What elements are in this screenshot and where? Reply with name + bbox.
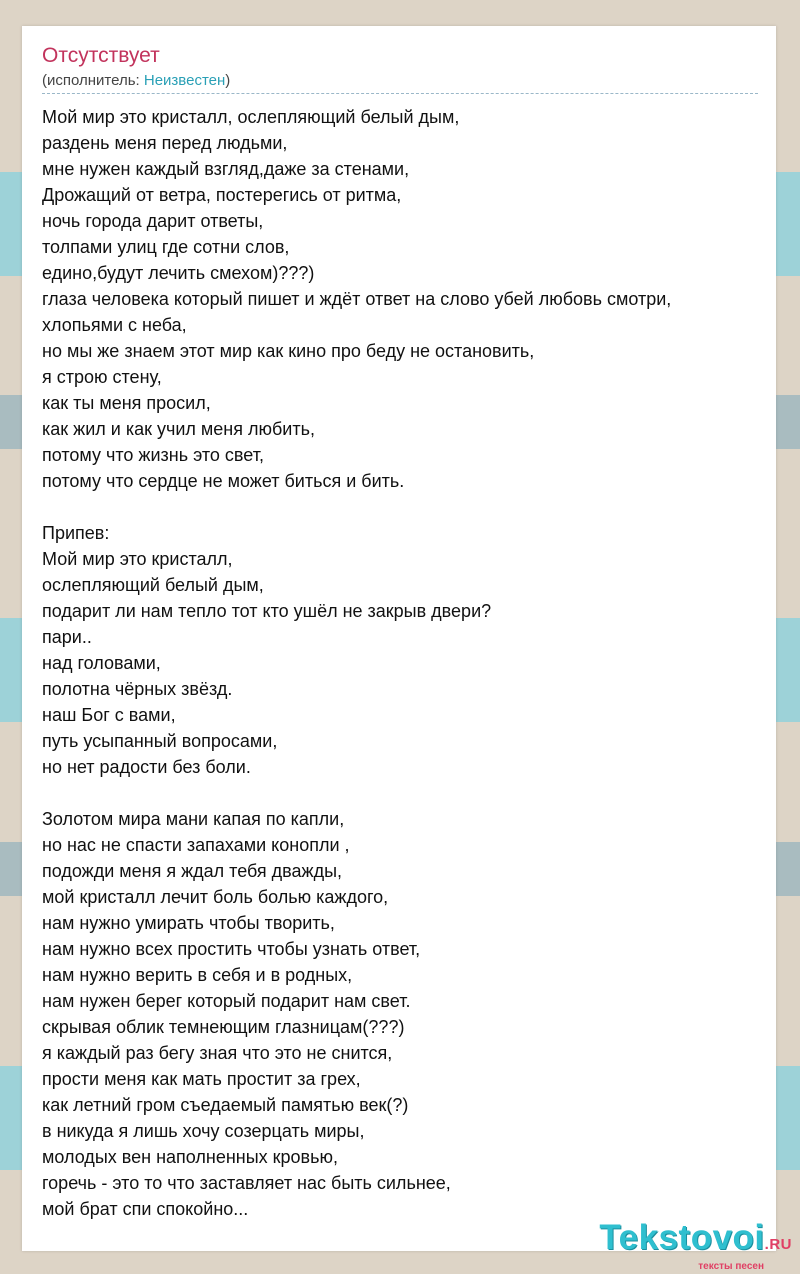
lyric-line: мне нужен каждый взгляд,даже за стенами,	[42, 159, 410, 179]
lyric-line: подожди меня я ждал тебя дважды,	[42, 861, 343, 881]
lyric-line: потому что сердце не может биться и бить.	[42, 471, 405, 491]
lyric-line: глаза человека который пишет и ждёт ответ на слово убей любовь смотри,	[42, 289, 672, 309]
lyric-line: полотна чёрных звёзд.	[42, 679, 233, 699]
lyric-line: Золотом мира мани капая по капли,	[42, 809, 345, 829]
lyric-line: раздень меня перед людьми,	[42, 133, 288, 153]
lyric-line: путь усыпанный вопросами,	[42, 731, 278, 751]
lyric-line: Мой мир это кристалл, ослепляющий белый дым,	[42, 107, 460, 127]
logo-tld: .RU	[764, 1236, 792, 1253]
lyric-line: над головами,	[42, 653, 161, 673]
lyric-line: скрывая облик темнеющим глазницам(???)	[42, 1017, 405, 1037]
lyric-line: я строю стену,	[42, 367, 162, 387]
artist-line	[42, 71, 230, 91]
song-title: Отсутствует	[42, 44, 160, 67]
stanza-break	[42, 780, 767, 806]
lyric-line: ночь города дарит ответы,	[42, 211, 264, 231]
logo-name: Tekstovoi	[599, 1218, 765, 1257]
lyric-line: нам нужно верить в себя и в родных,	[42, 965, 353, 985]
artist-link[interactable]: Неизвестен	[143, 72, 226, 89]
lyric-line: нам нужно всех простить чтобы узнать ответ,	[42, 939, 421, 959]
lyric-line: но нас не спасти запахами конопли ,	[42, 835, 350, 855]
lyric-line: я каждый раз бегу зная что это не снится,	[42, 1043, 393, 1063]
lyric-line: мой брат спи спокойно...	[42, 1199, 249, 1219]
artist-prefix: (исполнитель:	[42, 72, 144, 89]
title-divider	[42, 93, 758, 94]
lyric-line: в никуда я лишь хочу созерцать миры,	[42, 1121, 365, 1141]
lyric-line: потому что жизнь это свет,	[42, 445, 264, 465]
lyric-line: Дрожащий от ветра, постерегись от ритма,	[42, 185, 402, 205]
lyric-line: как жил и как учил меня любить,	[42, 419, 315, 439]
lyric-line: едино,будут лечить смехом)???)	[42, 263, 315, 283]
lyrics-text	[42, 104, 767, 1222]
lyric-line: хлопьями с неба,	[42, 315, 187, 335]
lyric-line: как ты меня просил,	[42, 393, 211, 413]
lyric-line: толпами улиц где сотни слов,	[42, 237, 290, 257]
lyrics-card	[22, 26, 776, 1251]
lyric-line: прости меня как мать простит за грех,	[42, 1069, 361, 1089]
lyric-line: мой кристалл лечит боль болью каждого,	[42, 887, 389, 907]
lyric-line: Припев:	[42, 523, 110, 543]
lyric-line: молодых вен наполненных кровью,	[42, 1147, 338, 1167]
lyric-line: горечь - это то что заставляет нас быть сильнее,	[42, 1173, 451, 1193]
lyric-line: нам нужно умирать чтобы творить,	[42, 913, 335, 933]
lyric-line: пари..	[42, 627, 92, 647]
logo-tagline: тексты песен	[698, 1261, 764, 1272]
lyric-line: подарит ли нам тепло тот кто ушёл не закрыв двери?	[42, 601, 492, 621]
lyric-line: ослепляющий белый дым,	[42, 575, 264, 595]
lyric-line: но нет радости без боли.	[42, 757, 251, 777]
lyric-line: как летний гром съедаемый памятью век(?)	[42, 1095, 409, 1115]
stanza-break	[42, 494, 767, 520]
lyric-line: Мой мир это кристалл,	[42, 549, 233, 569]
site-logo[interactable]	[599, 1220, 792, 1272]
lyric-line: но мы же знаем этот мир как кино про беду не остановить,	[42, 341, 535, 361]
lyric-line: нам нужен берег который подарит нам свет.	[42, 991, 411, 1011]
artist-suffix: )	[225, 72, 231, 89]
lyric-line: наш Бог с вами,	[42, 705, 176, 725]
logo-wordmark	[599, 1220, 792, 1263]
